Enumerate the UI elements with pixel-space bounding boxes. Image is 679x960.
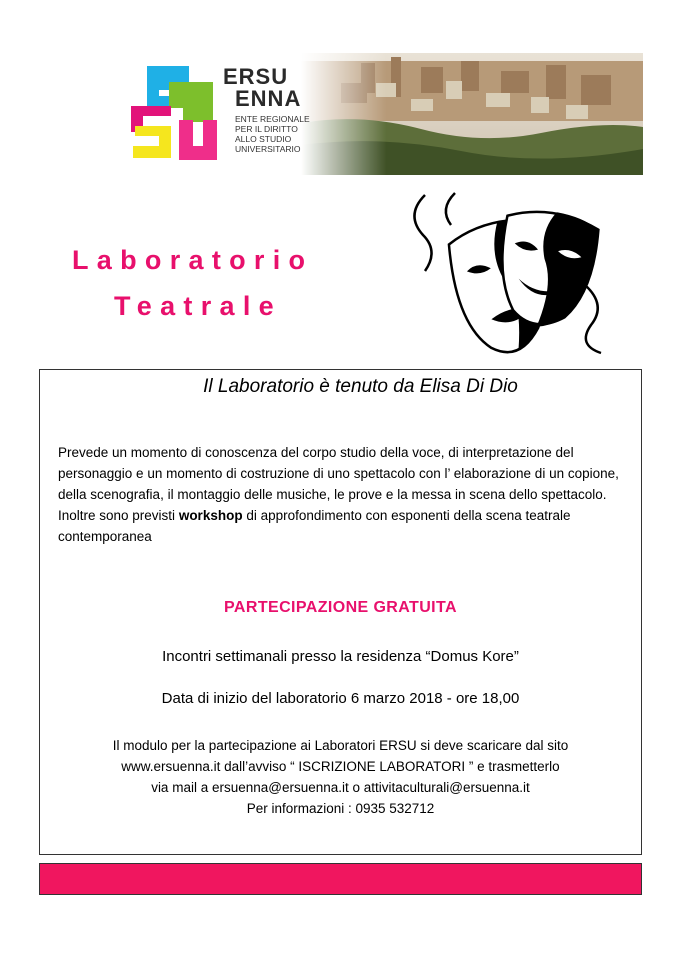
brand-name: ERSU xyxy=(223,64,289,89)
footer-accent-bar xyxy=(39,863,642,895)
description-paragraph xyxy=(58,442,623,547)
module-info-phone: Per informazioni : 0935 532712 xyxy=(246,801,435,816)
description-text: Prevede un momento di conoscenza del corpo studio della voce, di interpretazione del personaggio e un momento di costruzione di uno spettacolo con l’ elaborazione di un copione, della scenografia, il montaggio delle musiche, le prove e la messa in scena dello spettacolo. Inoltre sono previsti xyxy=(58,445,619,523)
teacher-line: Il Laboratorio è tenuto da Elisa Di Dio xyxy=(203,376,518,397)
workshop-keyword: workshop xyxy=(178,508,243,523)
description-text-end: di approfondimento con esponenti della scena teatrale contemporanea xyxy=(58,508,571,544)
theatre-masks-icon xyxy=(395,185,620,360)
info-box xyxy=(39,369,642,855)
ersu-brand xyxy=(223,66,310,154)
ersu-logo-mark xyxy=(131,60,226,170)
start-date-info: Data di inizio del laboratorio 6 marzo 2018 - ore 18,00 xyxy=(161,690,520,707)
brand-city: ENNA xyxy=(235,86,302,111)
page-title xyxy=(72,237,313,329)
module-info-emails: via mail a ersuenna@ersuenna.it o attivitaculturali@ersuenna.it xyxy=(151,780,530,795)
title-line-1: Laboratorio xyxy=(72,245,314,275)
free-participation-heading: PARTECIPAZIONE GRATUITA xyxy=(224,599,457,616)
brand-subtitle xyxy=(235,114,310,154)
brand-subtitle-line: UNIVERSITARIO xyxy=(235,144,301,154)
module-info xyxy=(40,735,641,819)
town-photo xyxy=(301,53,643,175)
meetings-info: Incontri settimanali presso la residenza “Domus Kore” xyxy=(162,648,519,665)
brand-subtitle-line: PER IL DIRITTO xyxy=(235,124,298,134)
brand-subtitle-line: ENTE REGIONALE xyxy=(235,114,310,124)
title-line-2: Teatrale xyxy=(114,291,282,321)
brand-subtitle-line: ALLO STUDIO xyxy=(235,134,292,144)
module-info-website: www.ersuenna.it dall’avviso “ ISCRIZIONE LABORATORI ” e trasmetterlo xyxy=(121,759,560,774)
module-info-line: Il modulo per la partecipazione ai Laboratori ERSU si deve scaricare dal sito xyxy=(112,738,569,753)
